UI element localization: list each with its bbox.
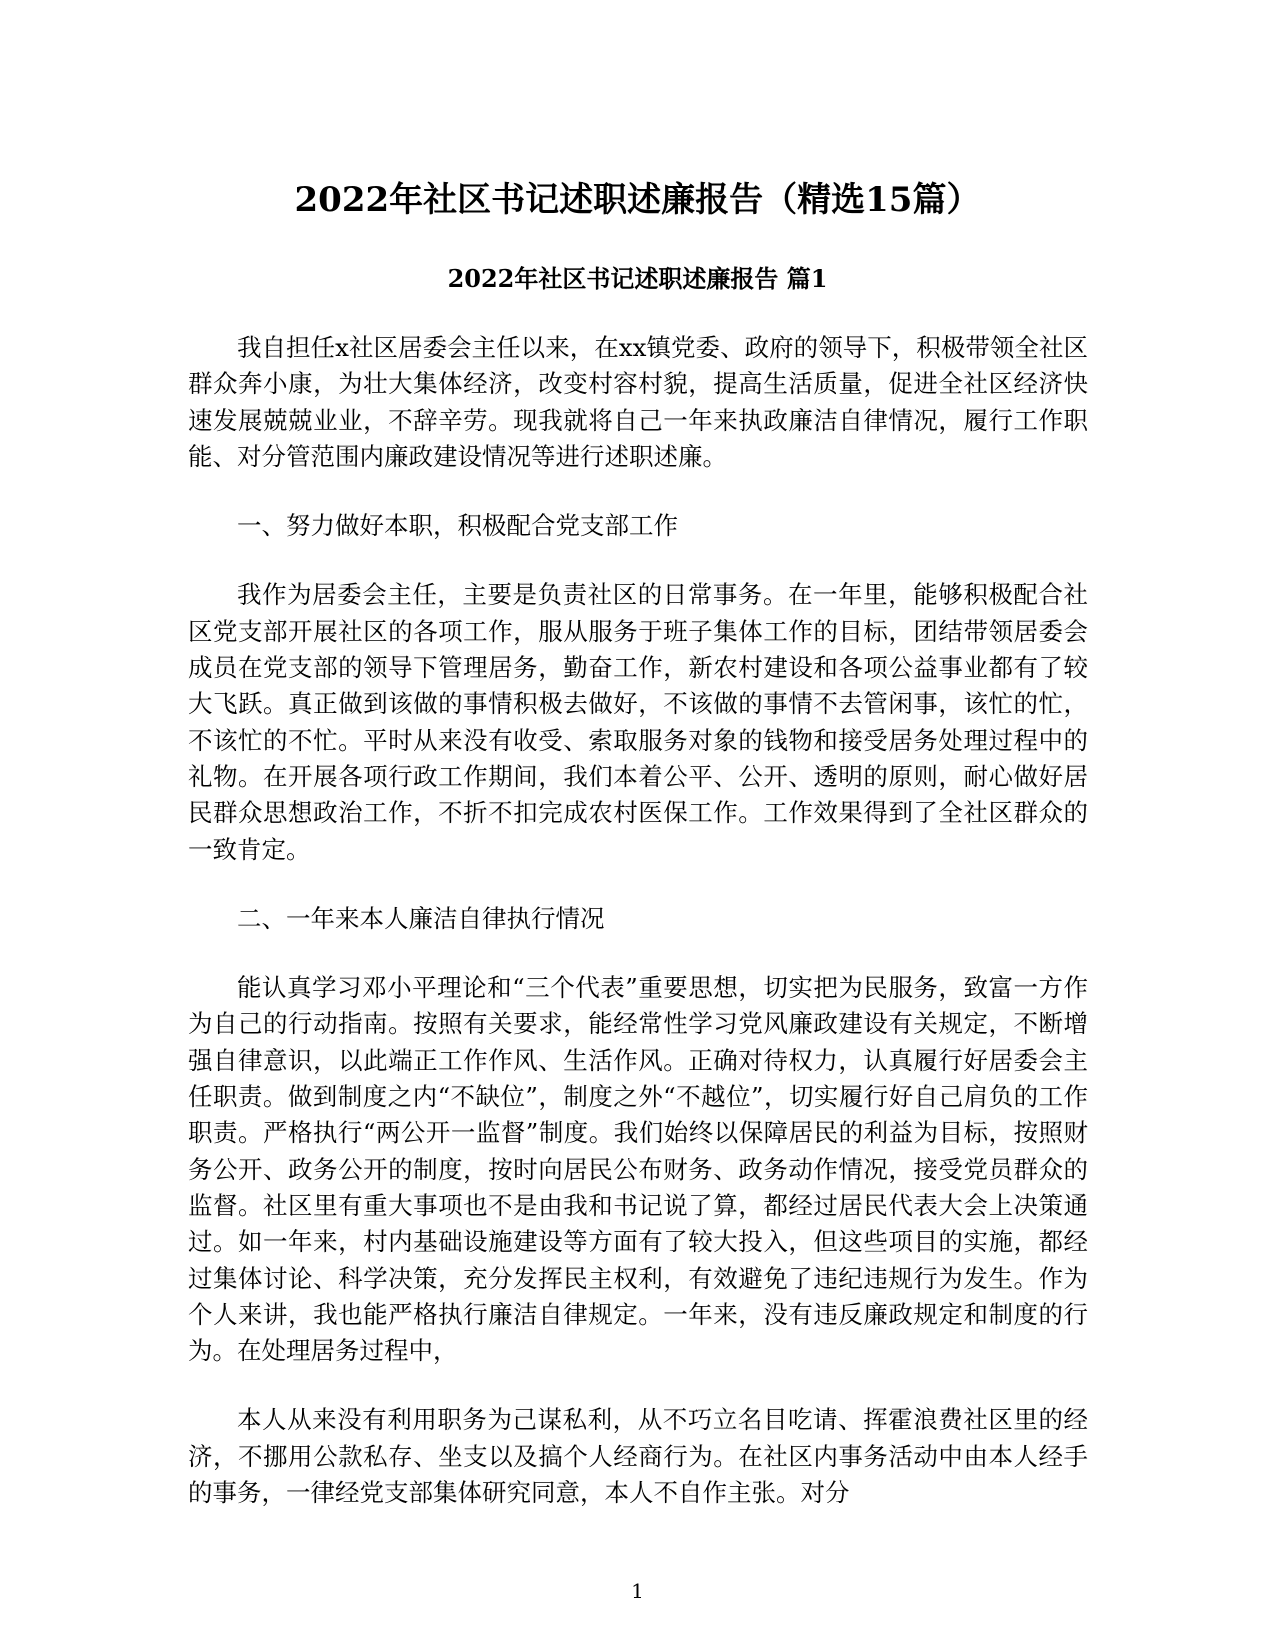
paragraph-duties: 我作为居委会主任，主要是负责社区的日常事务。在一年里，能够积极配合社区党支部开展社区的各项工作，服从服务于班子集体工作的目标，团结带领居委会成员在党支部的领导下管理居务，勤奋工作，新农村建设和各项公益事业都有了较大飞跃。真正做到该做的事情积极去做好，不该做的事情不去管闲事，该忙的忙，不该忙的不忙。平时从来没有收受、索取服务对象的钱物和接受居务处理过程中的礼物。在开展各项行政工作期间，我们本着公平、公开、透明的原则，耐心做好居民群众思想政治工作，不折不扣完成农村医保工作。工作效果得到了全社区群众的一致肯定。 — [188, 580, 1088, 864]
document-title: 2022年社区书记述职述廉报告（精选15篇） — [294, 180, 981, 220]
section-heading-two: 二、一年来本人廉洁自律执行情况 — [237, 903, 605, 933]
document-body — [188, 330, 1088, 1544]
section-heading-one: 一、努力做好本职，积极配合党支部工作 — [237, 511, 678, 541]
paragraph-intro: 我自担任x社区居委会主任以来，在xx镇党委、政府的领导下，积极带领全社区群众奔小康，为壮大集体经济，改变村容村貌，提高生活质量，促进全社区经济快速发展兢兢业业，不辞辛劳。现我就将自己一年来执政廉洁自律情况，履行工作职能、对分管范围内廉政建设情况等进行述职述廉。 — [188, 333, 1088, 471]
section-title: 2022年社区书记述职述廉报告 篇1 — [447, 264, 828, 293]
paragraph-self-discipline: 能认真学习邓小平理论和“三个代表”重要思想，切实把为民服务，致富一方作为自己的行动指南。按照有关要求，能经常性学习党风廉政建设有关规定，不断增强自律意识，以此端正工作作风、生活作风。正确对待权力，认真履行好居委会主任职责。做到制度之内“不缺位”，制度之外“不越位”，切实履行好自己肩负的工作职责。严格执行“两公开一监督”制度。我们始终以保障居民的利益为目标，按照财务公开、政务公开的制度，按时向居民公布财务、政务动作情况，接受党员群众的监督。社区里有重大事项也不是由我和书记说了算，都经过居民代表大会上决策通过。如一年来，村内基础设施建设等方面有了较大投入，但这些项目的实施，都经过集体讨论、科学决策，充分发挥民主权利，有效避免了违纪违规行为发生。作为个人来讲，我也能严格执行廉洁自律规定。一年来，没有违反廉政规定和制度的行为。在处理居务过程中， — [188, 973, 1088, 1366]
page-number: 1 — [631, 1579, 644, 1603]
paragraph-no-private-gain: 本人从来没有利用职务为己谋私利，从不巧立名目吃请、挥霍浪费社区里的经济，不挪用公款私存、坐支以及搞个人经商行为。在社区内事务活动中由本人经手的事务，一律经党支部集体研究同意，本人不自作主张。对分 — [188, 1405, 1088, 1508]
